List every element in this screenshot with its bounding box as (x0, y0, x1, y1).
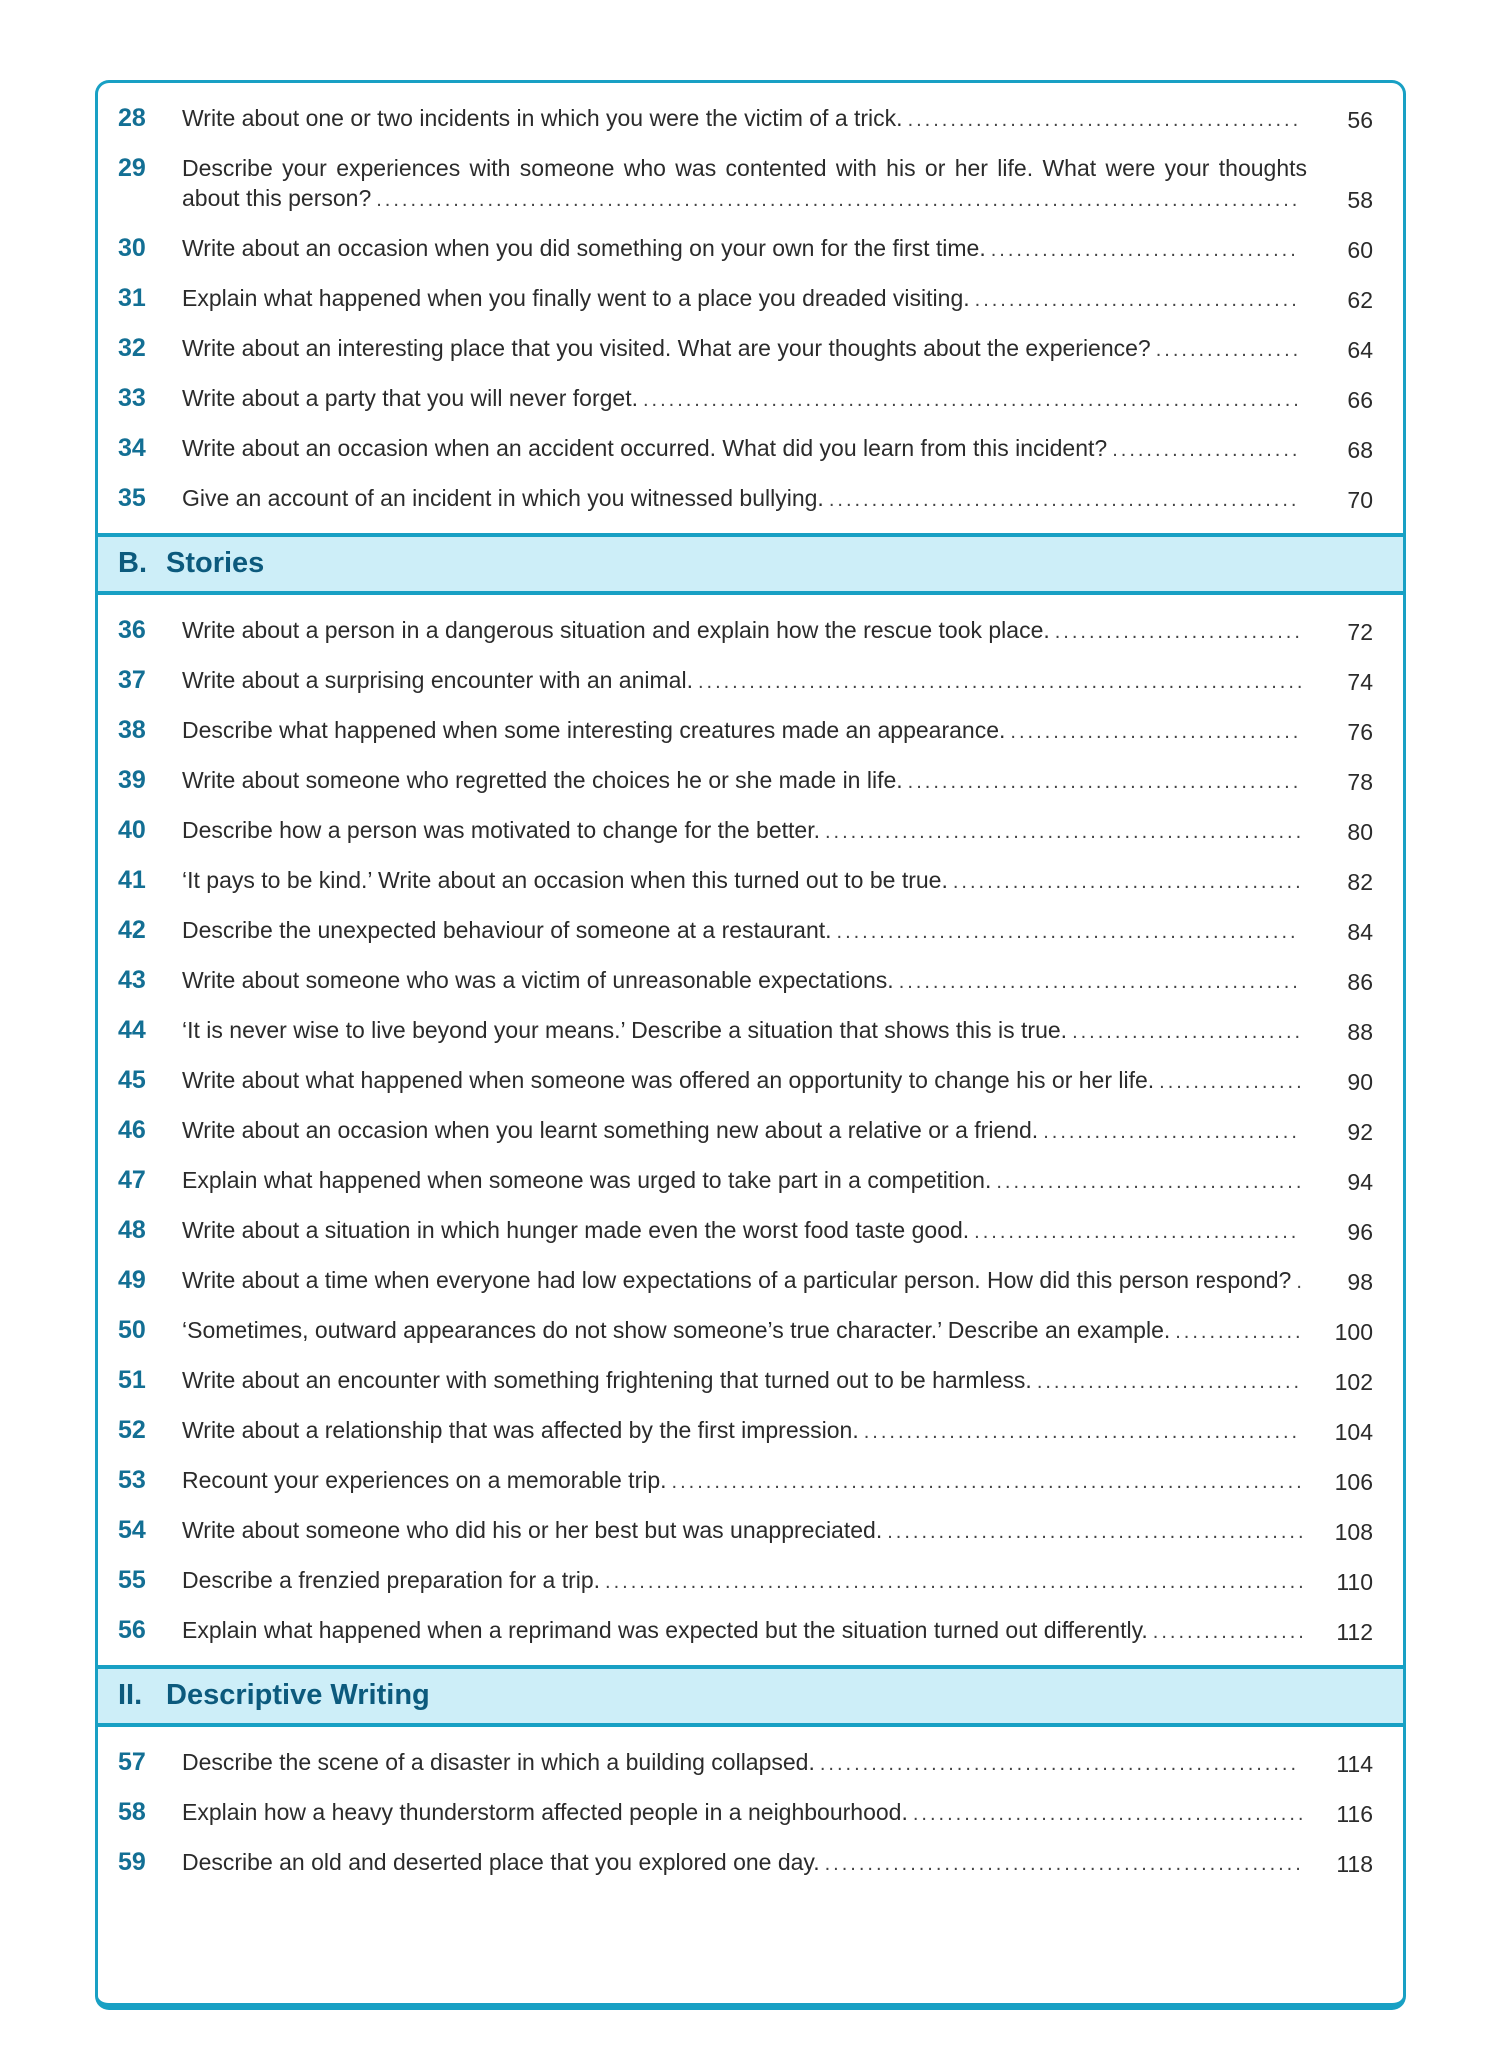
toc-entry (98, 1565, 1403, 1597)
toc-entry (98, 665, 1403, 697)
page-number: 116 (1336, 1801, 1373, 1827)
entry-content (182, 815, 1373, 847)
page-number: 76 (1347, 719, 1373, 745)
page-number: 62 (1347, 287, 1373, 313)
entry-content (182, 965, 1373, 997)
section-title: Stories (166, 547, 265, 579)
entry-content (182, 1747, 1373, 1779)
section-prefix: B. (118, 547, 147, 579)
dot-leader: ............................................... (898, 971, 1301, 993)
dot-leader: ............................................................................................................ (376, 189, 1301, 211)
entry-content (182, 483, 1373, 515)
page-number: 56 (1347, 107, 1373, 133)
entry-number: 48 (118, 1216, 146, 1244)
dot-leader: .............................. (1043, 1121, 1300, 1143)
entry-content (182, 1015, 1373, 1047)
entry-content (182, 1315, 1373, 1347)
page-number: 58 (1347, 187, 1373, 213)
entry-number: 54 (118, 1516, 146, 1544)
entry-title: Write about what happened when someone was offered an opportunity to change his or her life. (182, 1067, 1155, 1093)
dot-leader: ...................................................... (836, 921, 1299, 943)
entry-content (182, 765, 1373, 797)
entry-title: Explain how a heavy thunderstorm affected people in a neighbourhood. (182, 1799, 908, 1825)
entry-content (182, 1265, 1373, 1297)
dot-leader: ...................................... (974, 289, 1300, 311)
entry-content (182, 1165, 1373, 1197)
entry-content (182, 1615, 1373, 1647)
entry-number: 36 (118, 616, 146, 644)
toc-entry (98, 1015, 1403, 1047)
toc-entry (98, 283, 1403, 315)
toc-entry (98, 1615, 1403, 1647)
dot-leader: ................. (1159, 1071, 1305, 1093)
toc-entry (98, 1465, 1403, 1497)
toc-entry (98, 1847, 1403, 1879)
page-number: 60 (1347, 237, 1373, 263)
page-number: 96 (1347, 1219, 1373, 1245)
entry-title: Write about a situation in which hunger made even the worst food taste good. (182, 1217, 970, 1243)
entry-content (182, 383, 1373, 415)
entry-title: Recount your experiences on a memorable trip. (182, 1467, 667, 1493)
page-number: 68 (1347, 437, 1373, 463)
dot-leader: ....................................................... (828, 489, 1300, 511)
section-header (98, 1665, 1403, 1727)
dot-leader: ........................... (1072, 1021, 1304, 1043)
entry-title: Write about someone who regretted the choices he or she made in life. (182, 767, 903, 793)
toc-entry (98, 383, 1403, 415)
entry-number: 39 (118, 766, 146, 794)
entry-number: 41 (118, 866, 146, 894)
dot-leader: .............................................. (907, 109, 1302, 131)
entry-content (182, 915, 1373, 947)
entry-content (182, 233, 1373, 265)
toc-entry (98, 483, 1403, 515)
entry-content (182, 1415, 1373, 1447)
entry-content (182, 1565, 1373, 1597)
entry-title: Write about an occasion when you learnt something new about a relative or a friend. (182, 1117, 1039, 1143)
entry-number: 34 (118, 434, 146, 462)
toc-entry (98, 333, 1403, 365)
entry-title: Write about someone who was a victim of unreasonable expectations. (182, 967, 894, 993)
entry-title: Give an account of an incident in which you witnessed bullying. (182, 485, 824, 511)
entry-content (182, 1797, 1373, 1829)
page-number: 86 (1347, 969, 1373, 995)
entry-title: Describe how a person was motivated to change for the better. (182, 817, 820, 843)
dot-leader: . (1296, 1271, 1305, 1293)
entry-content (182, 153, 1373, 215)
dot-leader: ................. (1155, 339, 1302, 361)
entry-content (182, 1515, 1373, 1547)
page-number: 64 (1347, 337, 1373, 363)
entry-content (182, 1365, 1373, 1397)
dot-leader: .......................................................................... (671, 1471, 1305, 1493)
entry-number: 52 (118, 1416, 146, 1444)
toc-entry (98, 103, 1403, 135)
page-number: 88 (1347, 1019, 1373, 1045)
toc-entry (98, 1065, 1403, 1097)
toc-entry (98, 1115, 1403, 1147)
dot-leader: ............................... (1036, 1371, 1303, 1393)
dot-leader: ............................................................................. (642, 389, 1302, 411)
entry-title: Describe your experiences with someone who was contented with his or her life. What were your thoughts about this person? (182, 155, 1307, 211)
entry-content (182, 865, 1373, 897)
entry-number: 58 (118, 1798, 146, 1826)
page-number: 78 (1347, 769, 1373, 795)
page-number: 104 (1334, 1419, 1373, 1445)
entry-number: 56 (118, 1616, 146, 1644)
page-number: 74 (1347, 669, 1373, 695)
toc-entry (98, 715, 1403, 747)
toc-entry (98, 865, 1403, 897)
entry-number: 37 (118, 666, 146, 694)
entry-title: Write about a relationship that was affected by the first impression. (182, 1417, 859, 1443)
toc-entry (98, 965, 1403, 997)
section-prefix: II. (118, 1679, 143, 1711)
toc-entry (98, 1365, 1403, 1397)
entry-number: 40 (118, 816, 146, 844)
entry-title: Describe the scene of a disaster in which a building collapsed. (182, 1749, 815, 1775)
entry-title: ‘It is never wise to live beyond your means.’ Describe a situation that shows this is true. (182, 1017, 1068, 1043)
page-number: 100 (1334, 1319, 1373, 1345)
section-header (98, 533, 1403, 595)
entry-content (182, 1847, 1373, 1879)
entry-number: 32 (118, 334, 146, 362)
entry-content (182, 1215, 1373, 1247)
entry-content (182, 1115, 1373, 1147)
dot-leader: .............................................. (907, 771, 1302, 793)
section-title: Descriptive Writing (166, 1679, 430, 1711)
page-number: 70 (1347, 487, 1373, 513)
toc-entry (98, 915, 1403, 947)
entry-content (182, 433, 1373, 465)
dot-leader: ........................................................ (824, 821, 1305, 843)
page-number: 80 (1347, 819, 1373, 845)
entry-title: Write about one or two incidents in which you were the victim of a trick. (182, 105, 903, 131)
page-number: 94 (1347, 1169, 1373, 1195)
toc-entry (98, 1215, 1403, 1247)
dot-leader: .............................................. (912, 1803, 1307, 1825)
toc-entry (98, 233, 1403, 265)
entry-number: 50 (118, 1316, 146, 1344)
entry-title: Describe the unexpected behaviour of someone at a restaurant. (182, 917, 832, 943)
entry-number: 42 (118, 916, 146, 944)
entry-number: 44 (118, 1016, 146, 1044)
entry-number: 28 (118, 104, 146, 132)
dot-leader: ......................................... (952, 871, 1304, 893)
dot-leader: ........................................................ (824, 1853, 1304, 1875)
dot-leader: ...................... (1112, 439, 1301, 461)
entry-number: 53 (118, 1466, 146, 1494)
entry-number: 43 (118, 966, 146, 994)
page-number: 108 (1334, 1519, 1373, 1545)
toc-entry (98, 765, 1403, 797)
toc-entry (98, 1315, 1403, 1347)
page-number: 110 (1336, 1569, 1373, 1595)
entry-number: 47 (118, 1166, 146, 1194)
entry-number: 49 (118, 1266, 146, 1294)
entry-title: Write about someone who did his or her best but was unappreciated. (182, 1517, 883, 1543)
entry-content (182, 715, 1373, 747)
entry-title: Write about a surprising encounter with an animal. (182, 667, 693, 693)
entry-title: Describe a frenzied preparation for a trip. (182, 1567, 601, 1593)
dot-leader: ................................................... (863, 1421, 1301, 1443)
toc-entry (98, 1165, 1403, 1197)
entry-title: Write about an occasion when you did something on your own for the first time. (182, 235, 986, 261)
dot-leader: ...................................... (974, 1221, 1300, 1243)
entry-content (182, 333, 1373, 365)
entry-title: Explain what happened when someone was urged to take part in a competition. (182, 1167, 992, 1193)
entry-content (182, 615, 1373, 647)
entry-title: ‘Sometimes, outward appearances do not show someone’s true character.’ Describe an example. (182, 1317, 1171, 1343)
toc-entry (98, 433, 1403, 465)
page-number: 98 (1347, 1269, 1373, 1295)
dot-leader: .................................... (990, 239, 1299, 261)
entry-title: ‘It pays to be kind.’ Write about an occasion when this turned out to be true. (182, 867, 948, 893)
page-number: 102 (1334, 1369, 1373, 1395)
page-number: 84 (1347, 919, 1373, 945)
page-number: 106 (1334, 1469, 1373, 1495)
entry-number: 31 (118, 284, 146, 312)
entry-title: Describe an old and deserted place that you explored one day. (182, 1849, 820, 1875)
entry-number: 51 (118, 1366, 146, 1394)
entry-number: 30 (118, 234, 146, 262)
entry-number: 29 (118, 154, 146, 182)
entry-number: 33 (118, 384, 146, 412)
page-number: 66 (1347, 387, 1373, 413)
toc-entry (98, 1415, 1403, 1447)
entry-number: 57 (118, 1748, 146, 1776)
page-number: 90 (1347, 1069, 1373, 1095)
entry-number: 59 (118, 1848, 146, 1876)
dot-leader: .................................. (1010, 721, 1302, 743)
dot-leader: .................................................................................. (605, 1571, 1307, 1593)
entry-number: 38 (118, 716, 146, 744)
entry-content (182, 103, 1373, 135)
entry-number: 35 (118, 484, 146, 512)
entry-content (182, 665, 1373, 697)
toc-entry (98, 615, 1403, 647)
entry-number: 46 (118, 1116, 146, 1144)
dot-leader: .................................... (996, 1171, 1305, 1193)
entry-content (182, 283, 1373, 315)
entry-title: Describe what happened when some interesting creatures made an appearance. (182, 717, 1006, 743)
entry-title: Write about a party that you will never forget. (182, 385, 638, 411)
toc-entry (98, 1515, 1403, 1547)
dot-leader: ............... (1175, 1321, 1304, 1343)
entry-number: 55 (118, 1566, 146, 1594)
dot-leader: ................................................. (887, 1521, 1307, 1543)
entry-number: 45 (118, 1066, 146, 1094)
entry-title: Explain what happened when a reprimand was expected but the situation turned out differently. (182, 1617, 1148, 1643)
entry-title: Write about an encounter with something frightening that turned out to be harmless. (182, 1367, 1032, 1393)
dot-leader: .................. (1152, 1621, 1307, 1643)
entry-title: Explain what happened when you finally went to a place you dreaded visiting. (182, 285, 970, 311)
toc-entry (98, 815, 1403, 847)
page-number: 72 (1347, 619, 1373, 645)
toc-entry (98, 1797, 1403, 1829)
page-number: 92 (1347, 1119, 1373, 1145)
dot-leader: ............................. (1054, 621, 1303, 643)
toc-table (95, 80, 1406, 2010)
dot-leader: ........................................................ (819, 1753, 1300, 1775)
entry-title: Write about an occasion when an accident occurred. What did you learn from this incident? (182, 435, 1108, 461)
page-number: 114 (1336, 1751, 1373, 1777)
dot-leader: ....................................................................... (697, 671, 1306, 693)
toc-entry (98, 153, 1403, 215)
entry-content (182, 1065, 1373, 1097)
entry-title: Write about an interesting place that you visited. What are your thoughts about the experience? (182, 335, 1151, 361)
page-number: 118 (1336, 1851, 1373, 1877)
toc-entry (98, 1747, 1403, 1779)
page-number: 112 (1336, 1619, 1373, 1645)
entry-title: Write about a time when everyone had low expectations of a particular person. How did this person respond? (182, 1267, 1292, 1293)
entry-title: Write about a person in a dangerous situation and explain how the rescue took place. (182, 617, 1050, 643)
toc-entry (98, 1265, 1403, 1297)
entry-content (182, 1465, 1373, 1497)
page-number: 82 (1347, 869, 1373, 895)
